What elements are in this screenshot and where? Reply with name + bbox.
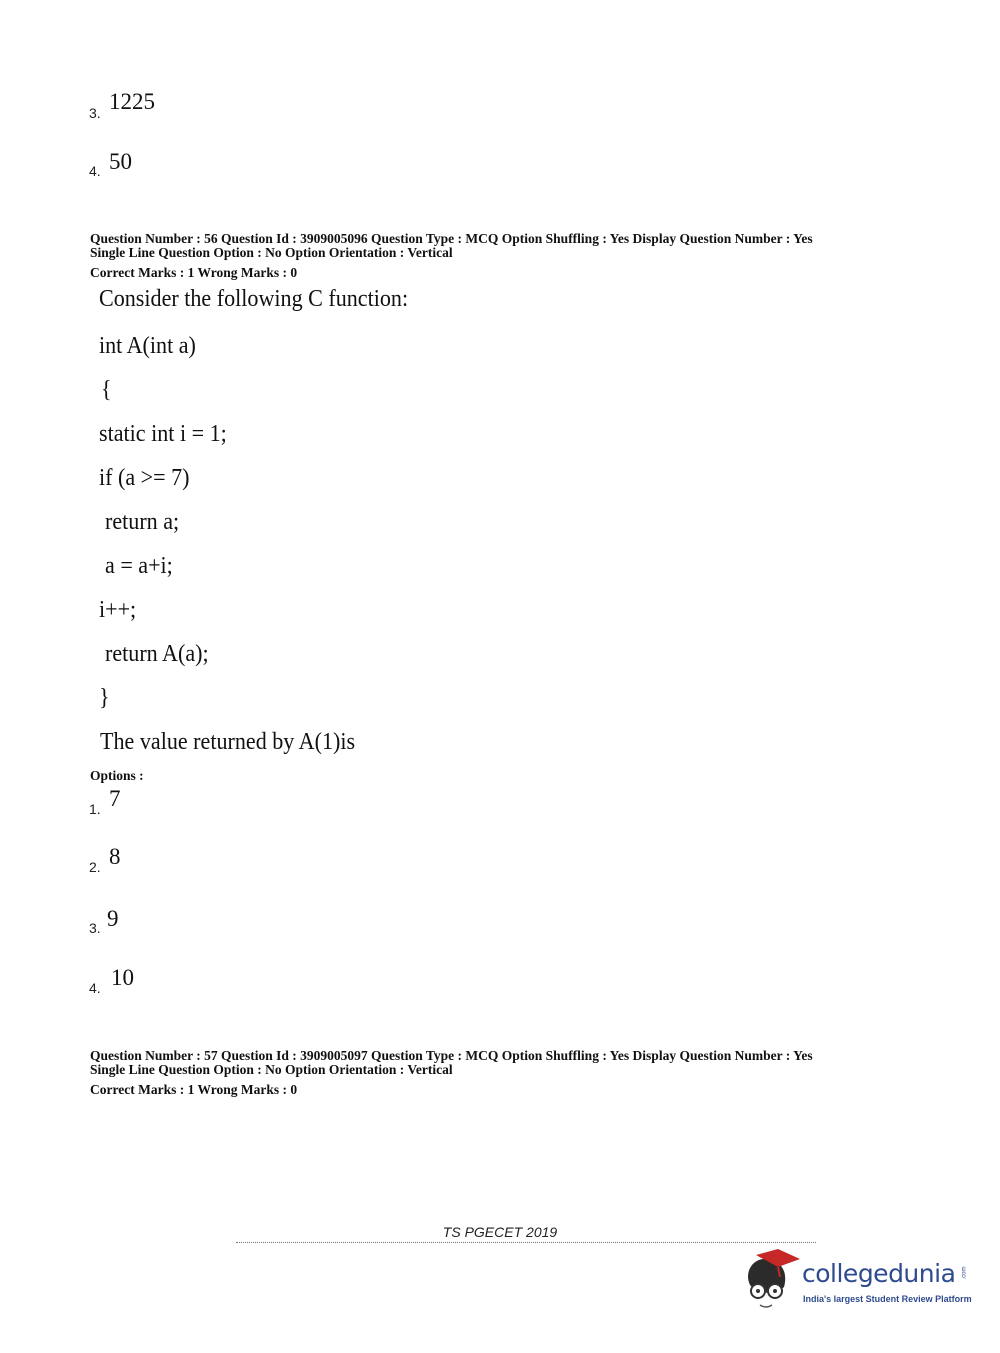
code-line: if (a >= 7) <box>99 465 190 491</box>
code-line: static int i = 1; <box>99 421 227 447</box>
footer-divider <box>236 1242 816 1245</box>
mascot-icon <box>742 1247 802 1317</box>
option-number: 1. <box>89 801 101 817</box>
option-value: 8 <box>109 844 121 869</box>
question-meta-line1: Question Number : 56 Question Id : 3909005096 Question Type : MCQ Option Shuffling : Yes Display Question Number : Yes <box>90 231 813 246</box>
option-value: 7 <box>109 786 121 811</box>
logo-name: collegedunia <box>802 1259 956 1288</box>
option-number: 3. <box>89 105 101 121</box>
logo-tagline: India's largest Student Review Platform <box>803 1294 972 1304</box>
code-line: a = a+i; <box>105 553 173 579</box>
code-line: return a; <box>105 509 180 535</box>
code-line: return A(a); <box>105 641 209 667</box>
question-marks: Correct Marks : 1 Wrong Marks : 0 <box>90 265 298 280</box>
option-number: 4. <box>89 980 101 996</box>
option-value: 50 <box>109 149 132 174</box>
option-number: 4. <box>89 163 101 179</box>
code-line: i++; <box>99 597 137 623</box>
footer-exam-name: TS PGECET 2019 <box>442 1224 558 1240</box>
options-label: Options : <box>90 768 144 783</box>
collegedunia-logo <box>742 1247 972 1317</box>
logo-suffix: .com <box>961 1266 968 1280</box>
question-meta-line1: Question Number : 57 Question Id : 3909005097 Question Type : MCQ Option Shuffling : Yes Display Question Number : Yes <box>90 1048 813 1063</box>
question-meta-line2: Single Line Question Option : No Option Orientation : Vertical <box>90 1062 453 1077</box>
option-number: 3. <box>89 920 101 936</box>
code-line: { <box>101 377 112 403</box>
code-line: int A(int a) <box>99 333 196 359</box>
question-text-line: The value returned by A(1)is <box>100 729 356 755</box>
code-line: } <box>99 685 110 711</box>
question-meta-line2: Single Line Question Option : No Option Orientation : Vertical <box>90 245 453 260</box>
question-marks: Correct Marks : 1 Wrong Marks : 0 <box>90 1082 298 1097</box>
option-value: 1225 <box>109 89 155 114</box>
option-number: 2. <box>89 859 101 875</box>
question-text-line: Consider the following C function: <box>99 286 409 312</box>
option-value: 9 <box>107 906 119 931</box>
option-value: 10 <box>111 965 134 990</box>
